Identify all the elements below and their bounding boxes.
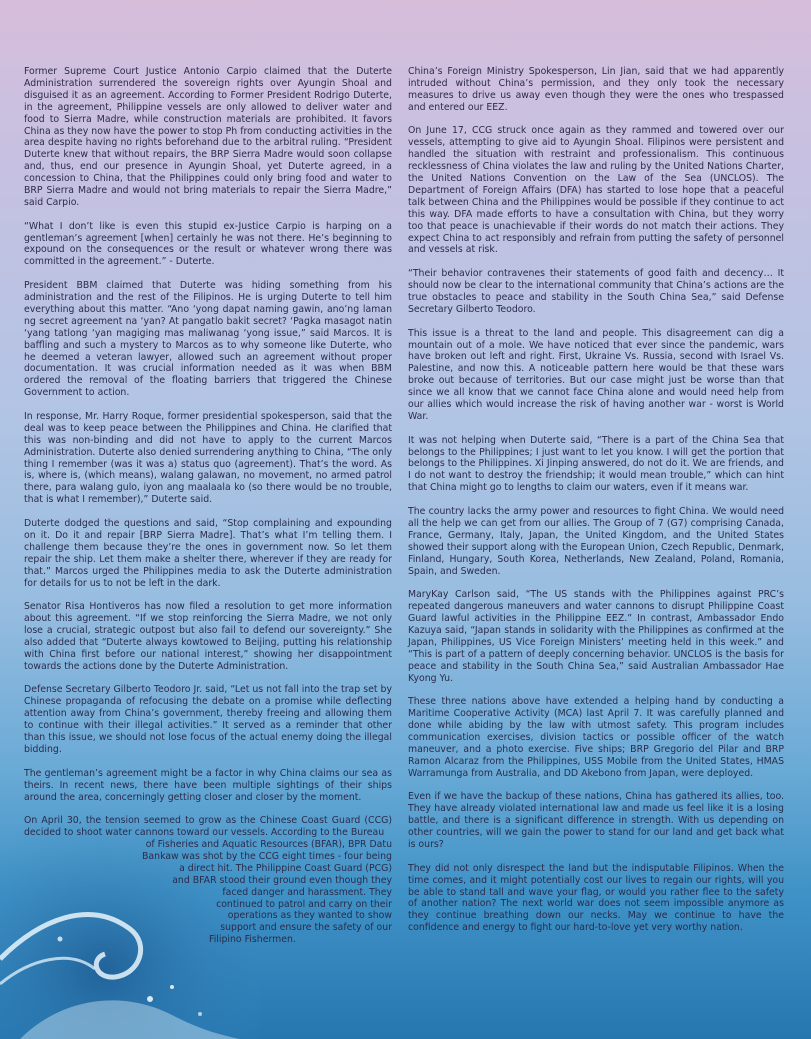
stair-line: support and ensure the safety of our: [220, 922, 392, 934]
stair-line: faced danger and harassment. They: [222, 886, 392, 898]
paragraph: Even if we have the backup of these nations, China has gathered its allies, too. They have already violated international law and made us feel like it is a losing battle, and there is a significant difference in strength. With us depending on other countries, will we gain the power to stand for our land and get back what is ours?: [408, 791, 784, 851]
paragraph: The country lacks the army power and resources to fight China. We would need all the help we can get from our allies. The Group of 7 (G7) comprising Canada, France, Germany, Italy, Japan, the United Kingdom, and the United States showed their support along with the European Union, Czech Republic, Denmark, Finland, Hungary, South Korea, Netherlands, New Zealand, Poland, Romania, Spain, and Sweden.: [408, 505, 784, 577]
paragraph: Former Supreme Court Justice Antonio Carpio claimed that the Duterte Administration surrendered the sovereign rights over Ayungin Shoal and disguised it as an agreement. According to Former President Rodrigo Duterte, in the agreement, Philippine vessels are only allowed to deliver water and food to Sierra Madre, while construction materials are prohibited. It favors China as they now have the power to stop Ph from conducting activities in the area despite having no rights beforehand due to the arbitral ruling. “President Duterte knew that without repairs, the BRP Sierra Madre would soon collapse and, thus, end our presence in Ayungin Shoal, yet Duterte agreed, in a concession to China, that the Philippines could only bring food and water to BRP Sierra Madre and would not bring materials to repair the Sierra Madre,” said Carpio.: [24, 66, 392, 208]
paragraph: Senator Risa Hontiveros has now filed a resolution to get more information about this agreement. “If we stop reinforcing the Sierra Madre, we not only lose a crucial, strategic outpost but also fail to defend our sovereignty.” She also added that “Duterte always kowtowed to Beijing, putting his relationship with China first before our national interest,” showing her disappointment towards the actions done by the Duterte Administration.: [24, 601, 392, 672]
stair-line: On April 30, the tension seemed to grow as the Chinese Coast Guard (CCG) decided to shoot water cannons toward our vessels. According to the Bureau: [24, 815, 392, 839]
paragraph: China’s Foreign Ministry Spokesperson, Lin Jian, said that we had apparently intruded without China’s permission, and they only took the necessary measures to drive us away even though they were the ones who trespassed and entered our EEZ.: [408, 66, 784, 113]
stair-line: Bankaw was shot by the CCG eight times - four being: [142, 850, 392, 862]
paragraph: “What I don’t like is even this stupid ex-Justice Carpio is harping on a gentleman’s agreement [when] certainly he was not there. He’s beginning to expound on the consequences or the result or whatever wrong there was committed in the agreement.” - Duterte.: [24, 220, 392, 268]
stair-line: continued to patrol and carry on their: [216, 898, 392, 910]
stair-paragraph: [24, 815, 392, 946]
paragraph: President BBM claimed that Duterte was hiding something from his administration and the rest of the Filipinos. He is urging Duterte to tell him everything about this matter. “Ano ‘yong dapat naming gawin, ano’ng laman ng secret agreement na ‘yan? At pangatlo bakit secret? ‘Pagka masagot natin ‘yang tatlong ‘yan magiging mas maliwanag ‘yong issue,” said Marcos. It is baffling and such a mystery to Marcos as to why someone like Duterte, who he deemed a veteran lawyer, allowed such an agreement without proper documentation. It was crucial information needed as it was when BBM ordered the removal of the floating barriers that triggered the Chinese Government to action.: [24, 280, 392, 399]
stair-line: operations as they wanted to show: [227, 910, 392, 922]
paragraph: Duterte dodged the questions and said, “Stop complaining and expounding on it. Do it and repair [BRP Sierra Madre]. That’s what I’m telling them. I challenge them because they’re the ones in government now. So let them repair the ship. Let them make a shelter there, wherever if they are ready for that.” Marcos urged the Philippines media to ask the Duterte administration for details for us to not be left in the dark.: [24, 518, 392, 589]
stair-line: a direct hit. The Philippine Coast Guard (PCG): [179, 862, 392, 874]
paragraph: “Their behavior contravenes their statements of good faith and decency… It should now be clear to the international community that China’s actions are the true obstacles to peace and stability in the South China Sea,” said Defense Secretary Gilberto Teodoro.: [408, 268, 784, 315]
paragraph: It was not helping when Duterte said, “There is a part of the China Sea that belongs to the Philippines; I just want to let you know. I will get the portion that belongs to the Philippines. Xi Jinping answered, do not do it. We are friends, and I do not want to destroy the friendship; it would mean trouble,” which can hint that China might go to lengths to claim our waters, even if it means war.: [408, 434, 784, 494]
paragraph: This issue is a threat to the land and people. This disagreement can dig a mountain out of a mole. We have noticed that ever since the pandemic, wars have broken out left and right. First, Ukraine Vs. Russia, second with Israel Vs. Palestine, and now this. A noticeable pattern here would be that these wars broke out because of territories. But our case might just be worse than that since we all know that we cannot face China alone and would need help from our allies which would increase the risk of having another war - worst is World War.: [408, 327, 784, 422]
paragraph: These three nations above have extended a helping hand by conducting a Maritime Cooperative Activity (MCA) last April 7. It was carefully planned and done while abiding by the law with utmost safety. This program includes communication exercises, division tactics or possible officer of the watch maneuver, and a photo exercise. Five ships; BRP Gregorio del Pilar and BRP Ramon Alcaraz from the Philippines, USS Mobile from the United States, HMAS Warramunga from Australia, and DD Akebono from Japan, were deployed.: [408, 696, 784, 779]
left-column: [24, 66, 392, 946]
stair-line: and BFAR stood their ground even though they: [172, 874, 392, 886]
paragraph: On June 17, CCG struck once again as they rammed and towered over our vessels, attempting to give aid to Ayungin Shoal. Filipinos were persistent and handled the situation with restraint and professionalism. This continuous recklessness of China violates the law and ruling by the United Nations Charter, the United Nations Convention on the Law of the Sea (UNCLOS). The Department of Foreign Affairs (DFA) has started to lose hope that a peaceful talk between China and the Philippines would be possible if they continue to act this way. DFA made efforts to have a consultation with China, but they worry too that peace is unachievable if their words do not match their actions. They expect China to act responsibly and refrain from putting the safety of personnel and vessels at risk.: [408, 125, 784, 256]
paragraph: Defense Secretary Gilberto Teodoro Jr. said, “Let us not fall into the trap set by Chinese propaganda of refocusing the debate on a promise while deflecting attention away from China’s government, thereby freeing and allowing them to continue with their illegal activities.” It served as a reminder that other than this issue, we should not lose focus of the actual enemy doing the illegal bidding.: [24, 684, 392, 755]
right-column: [408, 66, 784, 946]
paragraph: The gentleman’s agreement might be a factor in why China claims our sea as theirs. In recent news, there have been multiple sightings of their ships around the area, concerningly getting closer and closer by the moment.: [24, 767, 392, 803]
stair-line: Filipino Fishermen.: [209, 934, 296, 946]
paragraph: In response, Mr. Harry Roque, former presidential spokesperson, said that the deal was to keep peace between the Philippines and China. He clarified that this was non-binding and did not have to apply to the current Marcos Administration. Duterte also denied surrendering anything to China, “The only thing I remember (was it was a) status quo (agreement). That’s the word. As is, where is, (which means), walang galawan, no movement, no armed patrol there, para walang gulo, iyon ang maalaala ko (so there would be no trouble, that is what I remember),” Duterte said.: [24, 410, 392, 506]
paragraph: They did not only disrespect the land but the indisputable Filipinos. When the time comes, and it might potentially cost our lives to regain our rights, will you be able to stand tall and wave your flag, or would you rather flee to the safety of another nation? The next world war does not seem impossible anymore as they continue breathing down our necks. May we continue to have the confidence and energy to fight our hard-to-love yet very worthy nation.: [408, 862, 784, 934]
stair-line: of Fisheries and Aquatic Resources (BFAR), BPR Datu: [145, 839, 392, 851]
paragraph: MaryKay Carlson said, “The US stands with the Philippines against PRC’s repeated dangerous maneuvers and water cannons to disrupt Philippine Coast Guard lawful activities in the Philippine EEZ.” In contrast, Ambassador Endo Kazuya said, “Japan stands in solidarity with the Philippines as confirmed at the Japan, Philippines, US Vice Foreign Ministers’ meeting held in this week.” and “This is part of a pattern of deeply concerning behavior. UNCLOS is the basis for peace and stability in the South China Sea,” said Australian Ambassador Hae Kyong Yu.: [408, 589, 784, 684]
